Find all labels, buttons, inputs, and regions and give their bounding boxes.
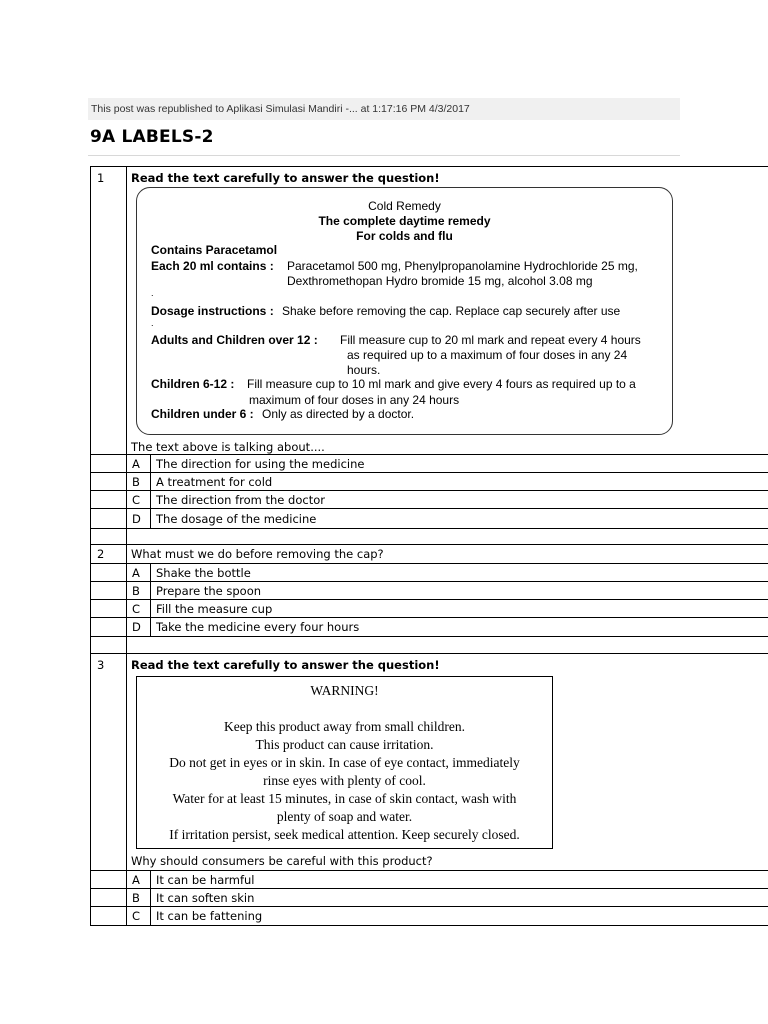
option-letter: A	[132, 873, 140, 887]
adults-text: Fill measure cup to 20 ml mark and repeat every 4 hours	[340, 333, 641, 347]
option-letter: C	[132, 602, 141, 616]
option-row[interactable]	[90, 491, 768, 509]
title-divider	[88, 155, 680, 156]
option-row[interactable]	[90, 871, 768, 889]
option-row[interactable]	[90, 509, 768, 529]
option-text: The dosage of the medicine	[156, 512, 317, 526]
label-subtitle-2: For colds and flu	[356, 229, 453, 243]
warning-line: Do not get in eyes or in skin. In case of eye contact, immediately	[169, 755, 520, 770]
question-text: Why should consumers be careful with this product?	[131, 854, 433, 868]
warning-line: This product can cause irritation.	[255, 737, 434, 752]
children-under-6-label: Children under 6 :	[151, 407, 254, 421]
option-text: The direction for using the medicine	[156, 457, 365, 471]
option-text: Take the medicine every four hours	[156, 620, 360, 634]
option-letter: B	[132, 584, 140, 598]
option-text: It can be fattening	[156, 909, 263, 923]
question-text: The text above is talking about....	[131, 440, 325, 454]
medicine-label-box	[136, 187, 673, 435]
option-row[interactable]	[90, 600, 768, 618]
each-text-2: Dexthromethopan Hydro bromide 15 mg, alcohol 3.08 mg	[287, 274, 593, 288]
warning-line: rinse eyes with plenty of cool.	[263, 773, 426, 788]
children-6-12-label: Children 6-12 :	[151, 377, 235, 391]
option-row[interactable]	[90, 564, 768, 582]
warning-heading: WARNING!	[310, 683, 379, 698]
option-letter: C	[132, 909, 141, 923]
option-text: A treatment for cold	[156, 475, 273, 489]
question-instruction: Read the text carefully to answer the question!	[131, 171, 440, 185]
option-row[interactable]	[90, 618, 768, 637]
option-text: Shake the bottle	[156, 566, 251, 580]
option-letter: B	[132, 891, 140, 905]
option-row[interactable]	[90, 455, 768, 473]
adults-text-3: hours.	[347, 363, 381, 377]
republish-banner: This post was republished to Aplikasi Simulasi Mandiri -... at 1:17:16 PM 4/3/2017	[88, 98, 680, 120]
warning-box	[136, 676, 553, 849]
children-under-6-text: Only as directed by a doctor.	[262, 407, 415, 421]
question-number: 2	[97, 547, 105, 561]
label-title: Cold Remedy	[368, 199, 441, 213]
each-label: Each 20 ml contains :	[151, 259, 274, 273]
spacer-row	[90, 637, 768, 654]
warning-line: plenty of soap and water.	[276, 809, 413, 824]
option-letter: A	[132, 566, 140, 580]
warning-line: Water for at least 15 minutes, in case of skin contact, wash with	[172, 791, 517, 806]
warning-line: Keep this product away from small children.	[223, 719, 466, 734]
dot: .	[151, 318, 154, 328]
option-letter: D	[132, 512, 141, 526]
option-letter: A	[132, 457, 140, 471]
children-6-12-text: Fill measure cup to 10 ml mark and give every 4 fours as required up to a	[247, 377, 636, 391]
dosage-text: Shake before removing the cap. Replace cap securely after use	[282, 304, 621, 318]
adults-text-2: as required up to a maximum of four doses in any 24	[347, 348, 628, 362]
children-6-12-text-2: maximum of four doses in any 24 hours	[249, 393, 460, 407]
warning-line: If irritation persist, seek medical attention. Keep securely closed.	[169, 827, 520, 842]
option-letter: C	[132, 493, 141, 507]
question-2-row	[90, 545, 768, 564]
option-text: Fill the measure cup	[156, 602, 273, 616]
dot: .	[151, 288, 154, 298]
contains-line: Contains Paracetamol	[151, 243, 278, 257]
option-row[interactable]	[90, 907, 768, 926]
question-number: 3	[97, 658, 105, 672]
option-text: It can soften skin	[156, 891, 255, 905]
page-title: 9A LABELS-2	[90, 127, 214, 147]
option-row[interactable]	[90, 582, 768, 600]
question-number: 1	[97, 171, 105, 185]
question-instruction: Read the text carefully to answer the question!	[131, 658, 440, 672]
label-subtitle: The complete daytime remedy	[318, 214, 491, 228]
option-text: It can be harmful	[156, 873, 255, 887]
option-text: Prepare the spoon	[156, 584, 262, 598]
adults-label: Adults and Children over 12 :	[151, 333, 318, 347]
question-text: What must we do before removing the cap?	[131, 547, 384, 561]
option-row[interactable]	[90, 889, 768, 907]
spacer-row	[90, 529, 768, 545]
option-text: The direction from the doctor	[156, 493, 325, 507]
each-text: Paracetamol 500 mg, Phenylpropanolamine Hydrochloride 25 mg,	[287, 259, 638, 273]
option-row[interactable]	[90, 473, 768, 491]
dosage-label: Dosage instructions :	[151, 304, 274, 318]
option-letter: D	[132, 620, 141, 634]
option-letter: B	[132, 475, 140, 489]
